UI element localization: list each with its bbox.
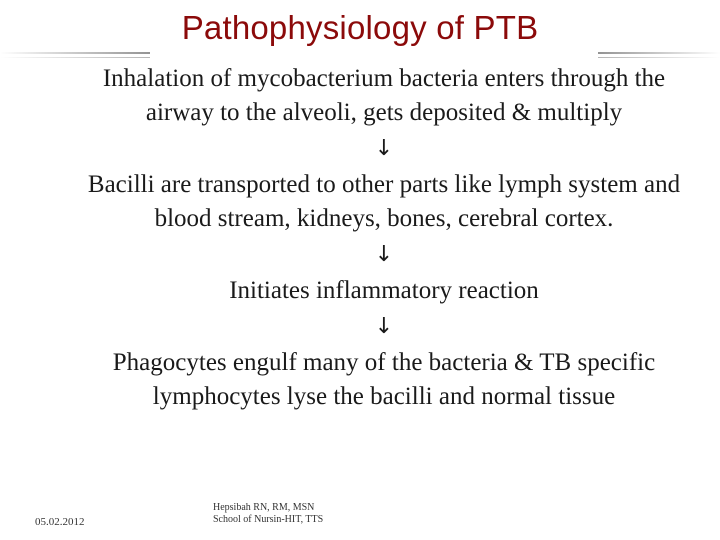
title-decoration-line xyxy=(0,52,150,54)
step-inhalation: Inhalation of mycobacterium bacteria enters through the airway to the alveoli, gets deposited & multiply xyxy=(102,65,666,126)
title-decoration-line xyxy=(598,52,720,54)
footer-author xyxy=(213,502,323,526)
step-phagocytosis: Phagocytes engulf many of the bacteria & TB specific lymphocytes lyse the bacilli and normal tissue xyxy=(112,349,656,410)
down-arrow-icon: ↓ xyxy=(374,136,394,161)
author-school: School of Nursin-HIT, TTS xyxy=(213,514,324,525)
down-arrow-icon: ↓ xyxy=(374,314,394,339)
author-name: Hepsibah RN, RM, MSN xyxy=(213,502,315,513)
step-inflammation: Initiates inflammatory reaction xyxy=(229,277,539,304)
step-transport: Bacilli are transported to other parts like lymph system and blood stream, kidneys, bones, cerebral cortex. xyxy=(87,171,681,232)
footer-date: 05.02.2012 xyxy=(35,516,85,528)
slide-title: Pathophysiology of PTB xyxy=(181,9,539,46)
title-decoration-line xyxy=(598,57,720,58)
title-decoration-line xyxy=(0,57,150,58)
flow-content xyxy=(78,62,690,414)
down-arrow-icon: ↓ xyxy=(374,242,394,267)
